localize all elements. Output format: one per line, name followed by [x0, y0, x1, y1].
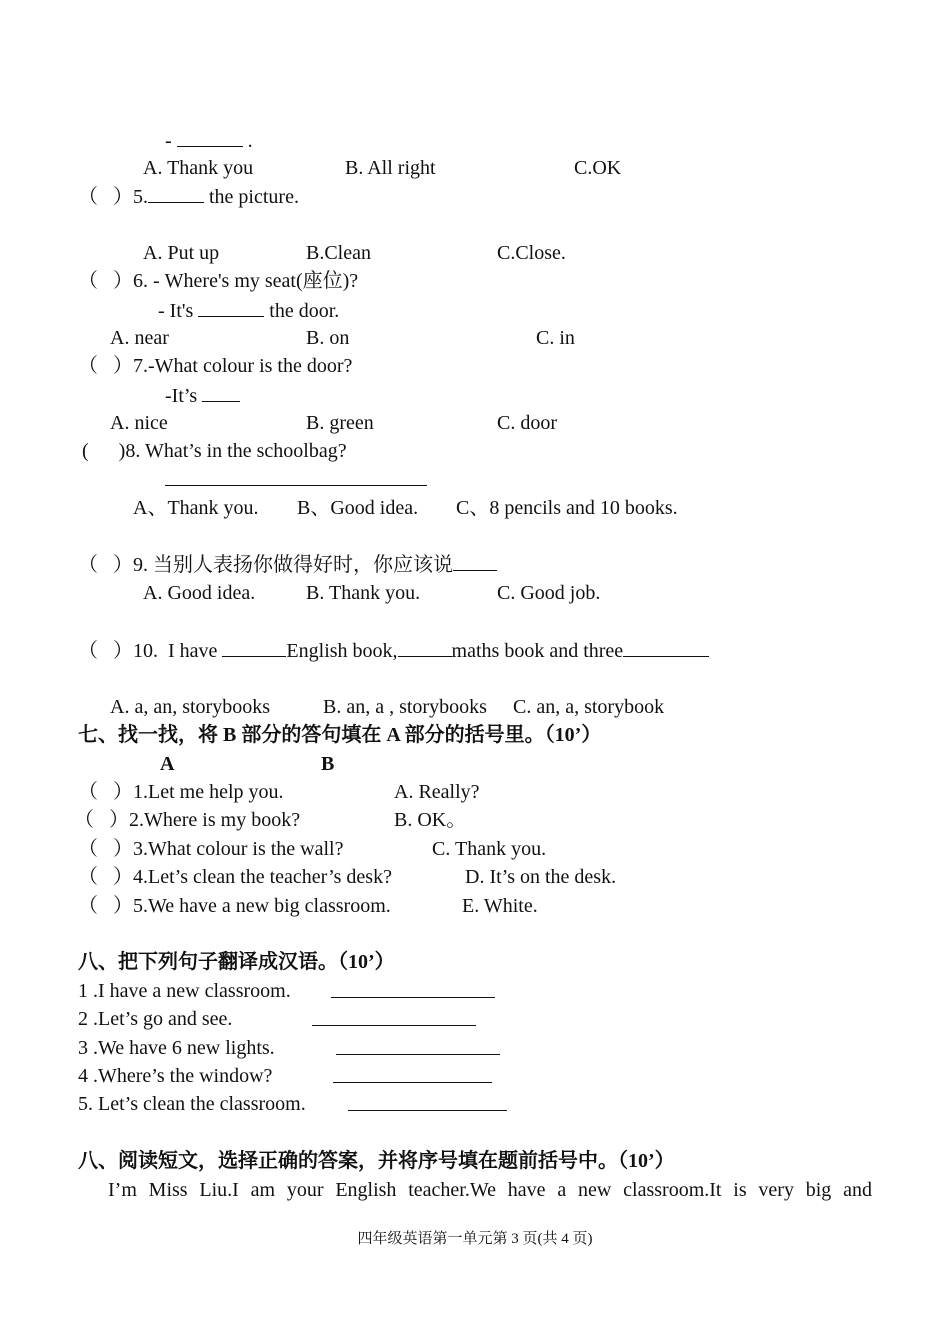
answer-paren[interactable]: （ ）: [74, 809, 129, 831]
q8-option-b: B、Good idea.: [297, 497, 419, 519]
q10-stem: （ ）10. I have English book, maths book and three: [78, 637, 709, 664]
q6-option-c: C. in: [536, 327, 575, 349]
match-question: （ ）4.Let’s clean the teacher’s desk?: [78, 866, 392, 888]
section-9-title: 八、阅读短文，选择正确的答案，并将序号填在题前括号中。（10’）: [78, 1150, 675, 1172]
match-answer: A. Really?: [394, 781, 480, 803]
blank[interactable]: [198, 297, 264, 317]
blank[interactable]: [623, 637, 709, 657]
q7-answer-line: -It’s: [165, 382, 240, 409]
q6-option-a: A. near: [110, 327, 169, 349]
answer-paren[interactable]: （ ）: [78, 895, 133, 917]
match-answer: C. Thank you.: [432, 838, 547, 860]
translate-blank[interactable]: [331, 978, 495, 1005]
blank[interactable]: [148, 183, 204, 203]
q5-option-a: A. Put up: [143, 242, 220, 264]
blank[interactable]: [398, 637, 452, 657]
q8-option-a: A、Thank you.: [133, 497, 259, 519]
q9-option-b: B. Thank you.: [306, 582, 421, 604]
column-a-label: A: [160, 753, 175, 775]
translate-blank[interactable]: [312, 1006, 476, 1033]
blank[interactable]: [222, 637, 286, 657]
answer-paren[interactable]: （ ）: [78, 781, 133, 803]
q7-stem: （ ）7.-What colour is the door?: [78, 355, 353, 377]
translate-sentence: 3 .We have 6 new lights.: [78, 1037, 275, 1059]
match-answer: B. OK。: [394, 809, 467, 831]
q9-option-a: A. Good idea.: [143, 582, 256, 604]
match-question: （ ）3.What colour is the wall?: [78, 838, 344, 860]
q7-option-b: B. green: [306, 412, 374, 434]
answer-paren[interactable]: （ ）: [78, 866, 133, 888]
q6-stem: （ ）6. - Where's my seat(座位)?: [78, 270, 359, 292]
column-b-label: B: [321, 753, 335, 775]
q10-option-a: A. a, an, storybooks: [110, 696, 270, 718]
q10-option-b: B. an, a , storybooks: [323, 696, 487, 718]
q5-option-c: C.Close.: [497, 242, 566, 264]
q7-option-a: A. nice: [110, 412, 168, 434]
q6-answer-line: - It's the door.: [158, 297, 339, 324]
section-8-title: 八、把下列句子翻译成汉语。（10’）: [78, 951, 395, 973]
blank[interactable]: [177, 127, 243, 147]
q9-option-c: C. Good job.: [497, 582, 601, 604]
q5-stem: （ ）5. the picture.: [78, 183, 299, 210]
answer-paren[interactable]: （ ）: [78, 640, 133, 662]
blank[interactable]: [453, 551, 497, 571]
q5-option-b: B.Clean: [306, 242, 371, 264]
blank[interactable]: [165, 466, 427, 486]
answer-paren[interactable]: （ ）: [78, 186, 133, 208]
q7-option-c: C. door: [497, 412, 557, 434]
q10-option-c: C. an, a, storybook: [513, 696, 665, 718]
section-7-title: 七、找一找，将 B 部分的答句填在 A 部分的括号里。（10’）: [78, 724, 602, 746]
q9-stem: （ ）9. 当别人表扬你做得好时，你应该说: [78, 551, 497, 578]
q4-answer-line: - .: [165, 127, 253, 154]
translate-sentence: 5. Let’s clean the classroom.: [78, 1093, 306, 1115]
q4-option-a: A. Thank you: [143, 157, 254, 179]
answer-paren[interactable]: （ ）: [78, 554, 133, 576]
match-question: （ ）2.Where is my book?: [74, 809, 301, 831]
translate-sentence: 1 .I have a new classroom.: [78, 980, 291, 1002]
match-answer: D. It’s on the desk.: [465, 866, 617, 888]
page-footer: 四年级英语第一单元第 3 页(共 4 页): [357, 1231, 593, 1247]
q4-option-c: C.OK: [574, 157, 622, 179]
q6-option-b: B. on: [306, 327, 350, 349]
translate-sentence: 4 .Where’s the window?: [78, 1065, 273, 1087]
translate-blank[interactable]: [348, 1091, 507, 1118]
answer-paren[interactable]: （ ）: [78, 838, 133, 860]
q8-answer-line: [165, 466, 427, 493]
match-question: （ ）1.Let me help you.: [78, 781, 284, 803]
match-question: （ ）5.We have a new big classroom.: [78, 895, 391, 917]
match-answer: E. White.: [462, 895, 538, 917]
translate-blank[interactable]: [336, 1035, 500, 1062]
q4-option-b: B. All right: [345, 157, 436, 179]
q8-stem: ( )8. What’s in the schoolbag?: [82, 440, 347, 462]
translate-blank[interactable]: [333, 1063, 492, 1090]
answer-paren[interactable]: （ ）: [78, 355, 133, 377]
reading-passage: I’m Miss Liu.I am your English teacher.We have a new classroom.It is very big and: [108, 1179, 872, 1201]
answer-paren[interactable]: ( ): [82, 440, 126, 462]
q8-option-c: C、8 pencils and 10 books.: [456, 497, 678, 519]
translate-sentence: 2 .Let’s go and see.: [78, 1008, 233, 1030]
blank[interactable]: [202, 382, 240, 402]
answer-paren[interactable]: （ ）: [78, 270, 133, 292]
